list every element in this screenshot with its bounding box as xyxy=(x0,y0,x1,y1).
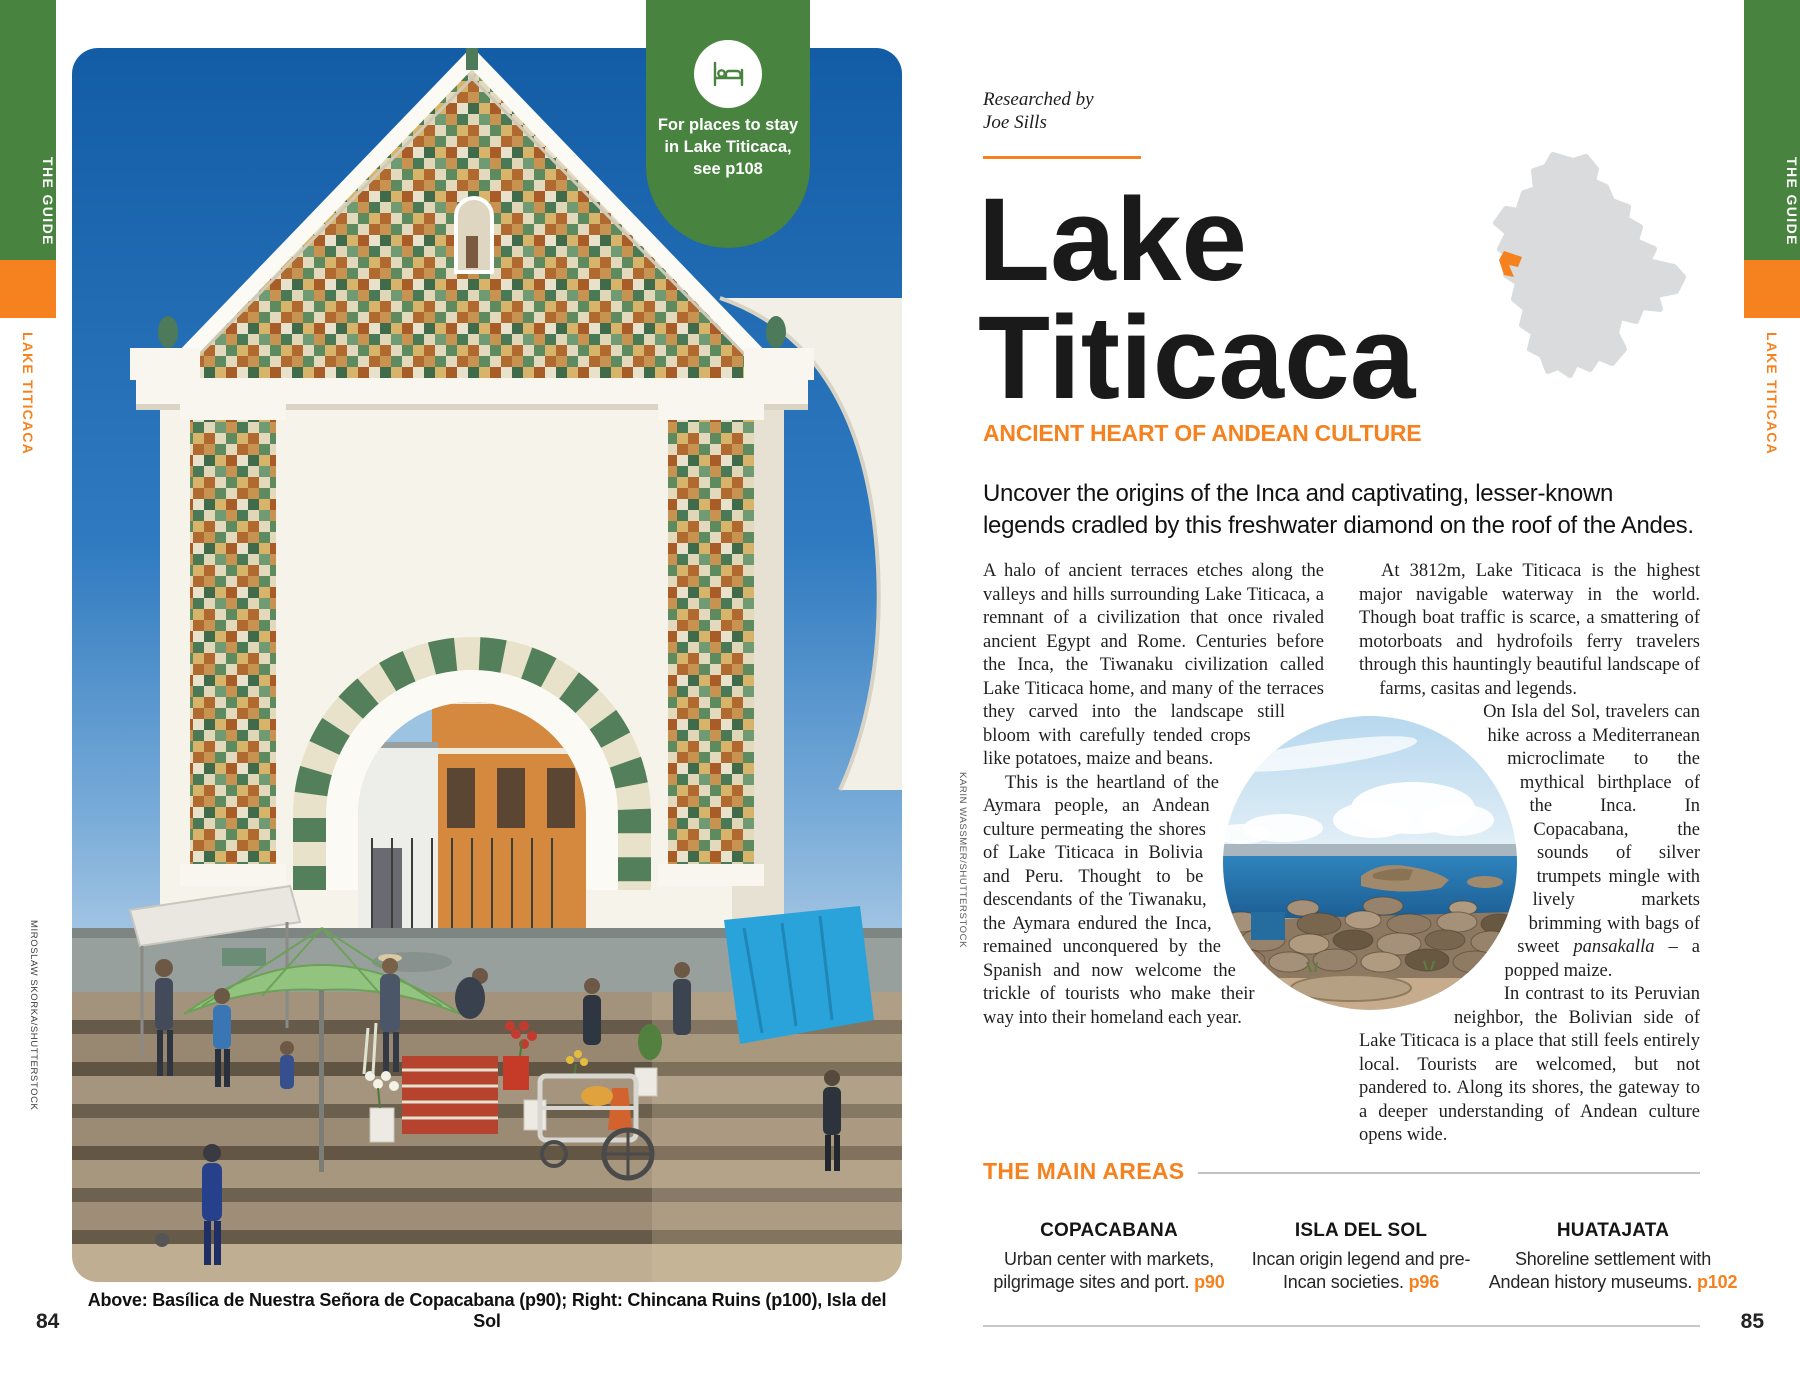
inset-photo-credit: KARIN WASSMER/SHUTTERSTOCK xyxy=(957,772,968,949)
area-name: ISLA DEL SOL xyxy=(1294,1220,1428,1241)
body-paragraph: A halo of ancient terraces etches along the valleys and hills surrounding Lake Titicaca, a remnant of a civilization that once rivaled ancient Egypt and Rome. Centuries before the Inca, the Tiwanaku civilization called Lake Titicaca home, and many of the terraces they carved into the landscape still bloom with carefully tended crops like potatoes, maize and beans. xyxy=(983,561,1324,769)
left-guide-tab-label: THE GUIDE xyxy=(40,157,56,246)
area-name: COPACABANA xyxy=(1040,1220,1178,1241)
page-title: Lake Titicaca xyxy=(978,174,1416,424)
right-guide-tab xyxy=(1744,0,1800,260)
body-paragraph: In contrast to its Peruvian neighbor, the Bolivian side of Lake Titicaca is a place that still feels entirely local. Tourists are welcomed, but not pandered to. Along its shores, the gateway to a deeper understanding of Andean culture opens wide. xyxy=(1359,984,1700,1145)
basilica-photo-illustration xyxy=(72,48,902,1282)
area-name: HUATAJATA xyxy=(1556,1220,1670,1241)
bolivia-silhouette xyxy=(1496,155,1683,375)
article-intro: Uncover the origins of the Inca and captivating, lesser-known legends cradled by this freshwater diamond on the roof of the Andes. xyxy=(983,480,1694,539)
places-to-stay-text: For places to stay in Lake Titicaca, see p108 xyxy=(657,116,799,178)
area-huatajata xyxy=(1487,1220,1739,1294)
main-areas-list xyxy=(983,1220,1738,1294)
bed-icon xyxy=(694,40,762,108)
photo-caption: Above: Basílica de Nuestra Señora de Copacabana (p90); Right: Chincana Ruins (p100), Isla del Sol xyxy=(87,1290,887,1331)
main-areas-heading: THE MAIN AREAS xyxy=(983,1158,1185,1184)
main-photo-credit: MIROSLAW SKORKA/SHUTTERSTOCK xyxy=(28,920,39,1111)
left-orange-tab-square xyxy=(0,260,56,318)
page-number-left: 84 xyxy=(36,1310,60,1333)
main-areas-bottom-rule xyxy=(983,1325,1700,1327)
bolivia-map xyxy=(1478,148,1690,388)
article-subtitle: ANCIENT HEART OF ANDEAN CULTURE xyxy=(983,420,1422,446)
body-paragraph: This is the heartland of the Aymara people, an Andean culture permeating the shores of Lake Titicaca in Bolivia and Peru. Thought to be descendants of the Tiwanaku, the Aymara endured the Inca, remained unconquered by the Spanish and now welcome the trickle of tourists who make their way into their homeland each year. xyxy=(983,772,1255,1028)
places-to-stay-badge[interactable] xyxy=(646,0,810,248)
researched-by: Researched by Joe Sills xyxy=(983,89,1094,133)
right-section-label: LAKE TITICACA xyxy=(1764,332,1780,455)
left-guide-tab xyxy=(0,0,56,260)
area-page-ref[interactable]: p90 xyxy=(1194,1272,1225,1292)
area-isla-del-sol xyxy=(1235,1220,1487,1294)
page-number-right: 85 xyxy=(1740,1310,1764,1333)
left-section-label: LAKE TITICACA xyxy=(20,332,36,455)
area-page-ref[interactable]: p96 xyxy=(1408,1272,1440,1292)
area-description: Incan origin legend and pre-Incan societies. xyxy=(1251,1249,1471,1292)
right-guide-tab-label: THE GUIDE xyxy=(1784,157,1800,246)
right-orange-tab-square xyxy=(1744,260,1800,318)
main-areas-rule xyxy=(1198,1172,1700,1174)
basilica-photo xyxy=(72,48,902,1282)
area-description: Urban center with markets, pilgrimage sites and port. xyxy=(993,1249,1214,1292)
isla-del-sol-inset-photo xyxy=(1223,716,1517,1010)
area-description: Shoreline settlement with Andean history museums. xyxy=(1488,1249,1712,1292)
byline-rule xyxy=(983,156,1141,159)
body-paragraph: On Isla del Sol, travelers can hike across a Mediterranean microclimate to the mythical birthplace of the Inca. In Copacabana, the sounds of silver trumpets mingle with lively markets brimming with bags of sweet pansakalla – a popped maize. xyxy=(1483,702,1700,981)
area-copacabana xyxy=(983,1220,1235,1294)
body-paragraph: At 3812m, Lake Titicaca is the highest major navigable waterway in the world. Though boat traffic is scarce, a smattering of motorboats and hydrofoils ferry travelers through this hauntingly beautiful landscape of farms, casitas and legends. xyxy=(1359,561,1700,699)
area-page-ref[interactable]: p102 xyxy=(1697,1272,1738,1292)
